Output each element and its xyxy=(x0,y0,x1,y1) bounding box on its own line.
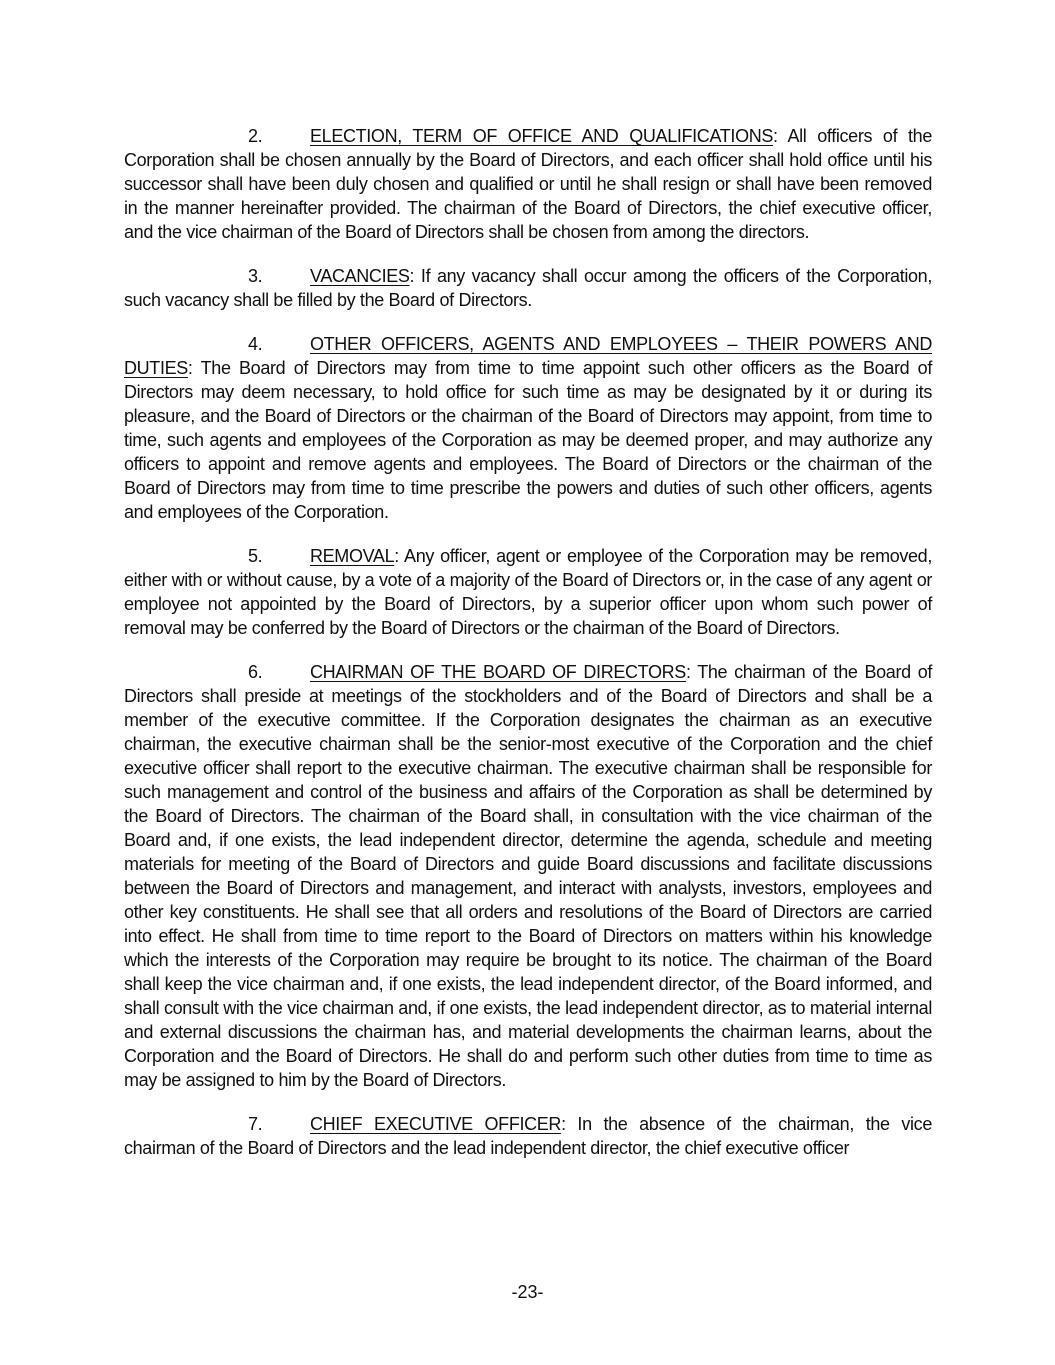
section-heading: CHAIRMAN OF THE BOARD OF DIRECTORS xyxy=(310,662,686,682)
section-body: : If any vacancy shall occur among the officers of the Corporation, such vacancy shall be filled by the Board of Directors. xyxy=(124,266,932,310)
section-body: : Any officer, agent or employee of the Corporation may be removed, either with or without cause, by a vote of a majority of the Board of Directors or, in the case of any agent or employee not appointed by the Board of Directors, by a superior officer upon whom such power of removal may be conferred by the Board of Directors or the chairman of the Board of Directors. xyxy=(124,546,932,638)
section-number: 6. xyxy=(248,662,263,682)
section-4 xyxy=(124,332,932,524)
section-heading: REMOVAL xyxy=(310,546,395,566)
section-body: : The chairman of the Board of Directors shall preside at meetings of the stockholders and of the Board of Directors and shall be a member of the executive committee. If the Corporation designates the chairman as an executive chairman, the executive chairman shall be the senior-most executive of the Corporation and the chief executive officer shall report to the executive chairman. The executive chairman shall be responsible for such management and control of the business and affairs of the Corporation as shall be determined by the Board of Directors. The chairman of the Board shall, in consultation with the vice chairman of the Board and, if one exists, the lead independent director, determine the agenda, schedule and meeting materials for meeting of the Board of Directors and guide Board discussions and facilitate discussions between the Board of Directors and management, and interact with analysts, investors, employees and other key constituents. He shall see that all orders and resolutions of the Board of Directors are carried into effect. He shall from time to time report to the Board of Directors on matters within his knowledge which the interests of the Corporation may require be brought to its notice. The chairman of the Board shall keep the vice chairman and, if one exists, the lead independent director, of the Board informed, and shall consult with the vice chairman and, if one exists, the lead independent director, as to material internal and external discussions the chairman has, and material developments the chairman learns, about the Corporation and the Board of Directors. He shall do and perform such other duties from time to time as may be assigned to him by the Board of Directors. xyxy=(124,662,933,1090)
section-number: 4. xyxy=(248,334,263,354)
section-6 xyxy=(124,660,932,1092)
section-heading: OTHER OFFICERS, AGENTS AND EMPLOYEES – THEIR POWERS AND DUTIES xyxy=(124,334,932,378)
document-body xyxy=(124,124,932,1180)
section-body: : In the absence of the chairman, the vice chairman of the Board of Directors and the lead independent director, the chief executive officer xyxy=(124,1114,932,1158)
section-number: 3. xyxy=(248,266,263,286)
section-number: 2. xyxy=(248,126,263,146)
section-heading: VACANCIES xyxy=(310,266,410,286)
section-3 xyxy=(124,264,932,312)
section-5 xyxy=(124,544,932,640)
section-number: 5. xyxy=(248,546,263,566)
section-heading: ELECTION, TERM OF OFFICE AND QUALIFICATIONS xyxy=(310,126,774,146)
section-number: 7. xyxy=(248,1114,263,1134)
section-body: : All officers of the Corporation shall be chosen annually by the Board of Directors, and each officer shall hold office until his successor shall have been duly chosen and qualified or until he shall resign or shall have been removed in the manner hereinafter provided. The chairman of the Board of Directors, the chief executive officer, and the vice chairman of the Board of Directors shall be chosen from among the directors. xyxy=(124,126,932,242)
section-7 xyxy=(124,1112,932,1160)
section-body: : The Board of Directors may from time to time appoint such other officers as the Board of Directors may deem necessary, to hold office for such time as may be designated by it or during its pleasure, and the Board of Directors or the chairman of the Board of Directors may appoint, from time to time, such agents and employees of the Corporation as may be deemed proper, and may authorize any officers to appoint and remove agents and employees. The Board of Directors or the chairman of the Board of Directors may from time to time prescribe the powers and duties of such other officers, agents and employees of the Corporation. xyxy=(124,358,932,522)
page-number: -23- xyxy=(511,1282,544,1302)
section-2 xyxy=(124,124,932,244)
section-heading: CHIEF EXECUTIVE OFFICER xyxy=(310,1114,562,1134)
